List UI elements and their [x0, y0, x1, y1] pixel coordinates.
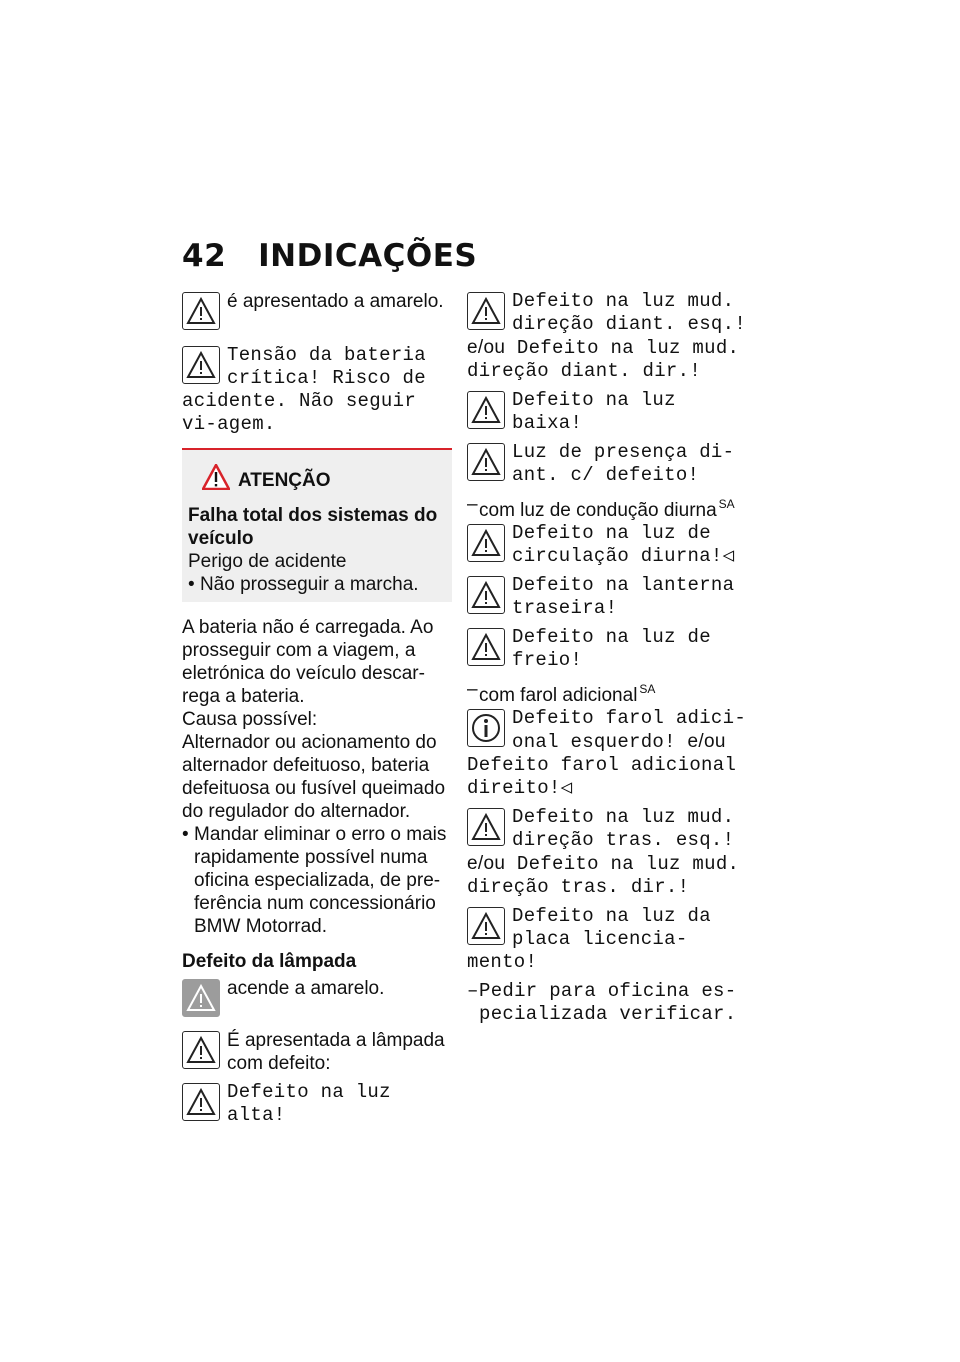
warning-triangle-icon: [202, 464, 230, 496]
high-beam-message: Defeito na luz alta!: [227, 1081, 391, 1126]
high-beam-message-block: [182, 1081, 452, 1127]
and-or-label: e/ou: [467, 337, 506, 358]
chapter-title: INDICAÇÕES: [258, 238, 478, 274]
warning-triangle-icon: [467, 628, 505, 666]
lamp-display-note: É apresentada a lâmpada com defeito:: [227, 1030, 445, 1074]
drl-condition: – com luz de condução diurna $^{SA}$: [467, 494, 735, 521]
warning-subtitle: Falha total dos sistemas do veículo: [188, 505, 438, 549]
warning-triangle-icon: [467, 391, 505, 429]
plate-light-message: Defeito na luz da placa licencia-mento!: [467, 905, 711, 973]
aux-right-message: Defeito farol adicional direito!◁: [467, 754, 737, 799]
warning-box: [182, 448, 452, 602]
turn-rear-left-message: Defeito na luz mud. direção tras. esq.!: [512, 806, 735, 851]
tail-light-message-block: [467, 574, 757, 620]
warning-triangle-icon: [467, 576, 505, 614]
warning-triangle-icon: [182, 979, 220, 1017]
warning-triangle-icon: [467, 808, 505, 846]
warning-risk: Perigo de acidente: [188, 551, 347, 572]
tail-light-message: Defeito na lanterna traseira!: [512, 574, 735, 619]
battery-message-block: [182, 344, 452, 436]
plate-light-message-block: [467, 905, 757, 974]
lamp-display-block: [182, 1029, 452, 1075]
and-or-label: e/ou: [687, 731, 726, 752]
info-icon: [467, 709, 505, 747]
low-beam-message: Defeito na luz baixa!: [512, 389, 676, 434]
warning-triangle-icon: [182, 292, 220, 330]
low-beam-message-block: [467, 389, 757, 435]
workshop-instruction: – Pedir para oficina es-pecializada verificar.: [467, 980, 737, 1025]
aux-light-condition: – com farol adicional $^{SA}$: [467, 679, 656, 706]
turn-front-message-block: [467, 290, 757, 383]
warning-triangle-icon: [467, 907, 505, 945]
page-title: [182, 238, 477, 274]
warning-triangle-icon: [182, 1083, 220, 1121]
page-number: 42: [182, 238, 227, 274]
display-note: é apresentado a amarelo.: [227, 291, 444, 312]
cause-label: Causa possível:: [182, 709, 318, 730]
lamp-indicator-block: [182, 977, 452, 1019]
and-or-label: e/ou: [467, 853, 506, 874]
position-light-message: Luz de presença di-ant. c/ defeito!: [512, 441, 735, 486]
warning-action: • Não prosseguir a marcha.: [188, 574, 419, 595]
warning-display-block: [182, 290, 452, 332]
sa-marker: SA: [639, 682, 656, 696]
left-column: [182, 290, 452, 1133]
warning-triangle-icon: [182, 1031, 220, 1069]
bullet-item: • Mandar eliminar o erro o mais rapidamente possível numa oficina especializada, de pre-ferência num concessionário BMW Motorrad.: [182, 824, 447, 937]
warning-triangle-icon: [467, 443, 505, 481]
turn-rear-right-message: Defeito na luz mud. direção tras. dir.!: [467, 853, 740, 898]
turn-rear-message-block: [467, 806, 757, 899]
cause-text: Alternador ou acionamento do alternador defeituoso, bateria defeituosa ou fusível queimado do regulador do alternador.: [182, 732, 446, 822]
battery-paragraph: A bateria não é carregada. Ao prosseguir com a viagem, a eletrónica do veículo descar-rega a bateria.: [182, 617, 434, 707]
lamp-indicator-note: acende a amarelo.: [227, 978, 385, 999]
warning-title: ATENÇÃO: [238, 469, 331, 491]
drl-message-block: [467, 522, 757, 568]
warning-triangle-icon: [182, 346, 220, 384]
sa-marker: SA: [718, 497, 735, 511]
warning-triangle-icon: [467, 524, 505, 562]
aux-light-message-block: [467, 707, 757, 800]
lamp-fault-heading: Defeito da lâmpada: [182, 951, 357, 972]
brake-light-message-block: [467, 626, 757, 672]
turn-front-right-message: Defeito na luz mud. direção diant. dir.!: [467, 337, 740, 382]
aux-left-message: Defeito farol adici-onal esquerdo!: [512, 707, 747, 753]
battery-message: Tensão da bateria crítica! Risco de acidente. Não seguir vi-agem.: [182, 344, 426, 435]
right-column: [467, 290, 757, 1026]
warning-triangle-icon: [467, 292, 505, 330]
brake-light-message: Defeito na luz de freio!: [512, 626, 711, 671]
turn-front-left-message: Defeito na luz mud. direção diant. esq.!: [512, 290, 747, 335]
drl-message: Defeito na luz de circulação diurna!◁: [512, 522, 735, 567]
position-light-message-block: [467, 441, 757, 487]
